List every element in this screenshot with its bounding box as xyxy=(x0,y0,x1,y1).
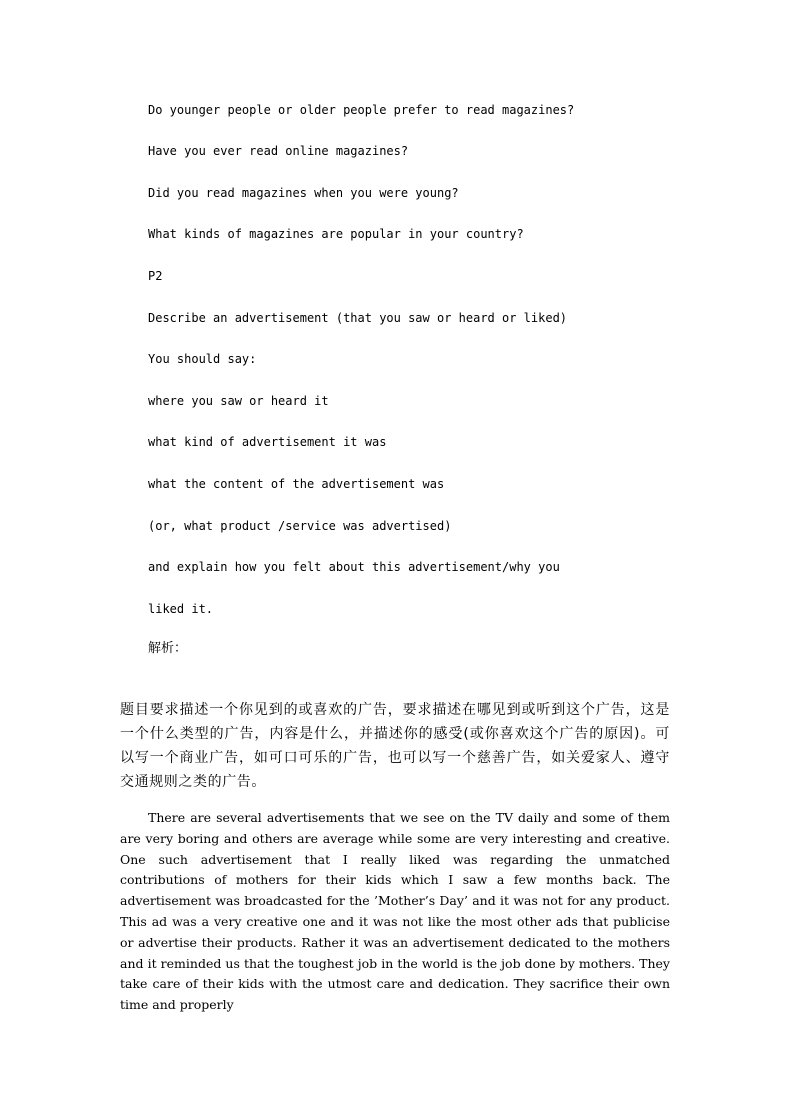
cue-point-4: and explain how you felt about this advertisement/why you xyxy=(148,560,560,574)
analysis-label: 解析： xyxy=(148,641,188,656)
question-line-2: Have you ever read online magazines? xyxy=(148,144,409,158)
cue-point-1: where you saw or heard it xyxy=(148,394,329,408)
part-label: P2 xyxy=(148,269,163,283)
cue-point-3: what the content of the advertisement was xyxy=(148,477,445,491)
sample-answer-paragraph: There are several advertisements that we see on the TV daily and some of them are very boring and others are average while some are very interesting and creative. One such advertisement that I really liked was regarding the unmatched contributions of mothers for their kids which I saw a few months back. The advertisement was broadcasted for the ’Mother’s Day’ and it was not for any product. This ad was a very creative one and it was not like the most other ads that publicise or advertise their products. Rather it was an advertisement dedicated to the mothers and it reminded us that the toughest job in the world is the job done by mothers. They take care of their kids with the utmost care and dedication. They sacrifice their own time and properly xyxy=(120,810,670,1013)
cue-point-3-alt: (or, what product /service was advertised) xyxy=(148,519,452,533)
cue-point-4-cont: liked it. xyxy=(148,602,214,616)
cue-point-2: what kind of advertisement it was xyxy=(148,435,387,449)
cue-card-prompt: You should say: xyxy=(148,352,257,366)
cue-card-title: Describe an advertisement (that you saw or heard or liked) xyxy=(148,311,568,325)
question-line-1: Do younger people or older people prefer to read magazines? xyxy=(148,103,575,117)
analysis-paragraph: 题目要求描述一个你见到的或喜欢的广告，要求描述在哪见到或听到这个广告，这是一个什么类型的广告，内容是什么，并描述你的感受(或你喜欢这个广告的原因)。可以写一个商业广告，如可口可乐的广告，也可以写一个慈善广告，如关爱家人、遵守交通规则之类的广告。 xyxy=(120,702,670,790)
question-line-3: Did you read magazines when you were young? xyxy=(148,186,459,200)
question-line-4: What kinds of magazines are popular in your country? xyxy=(148,227,524,241)
